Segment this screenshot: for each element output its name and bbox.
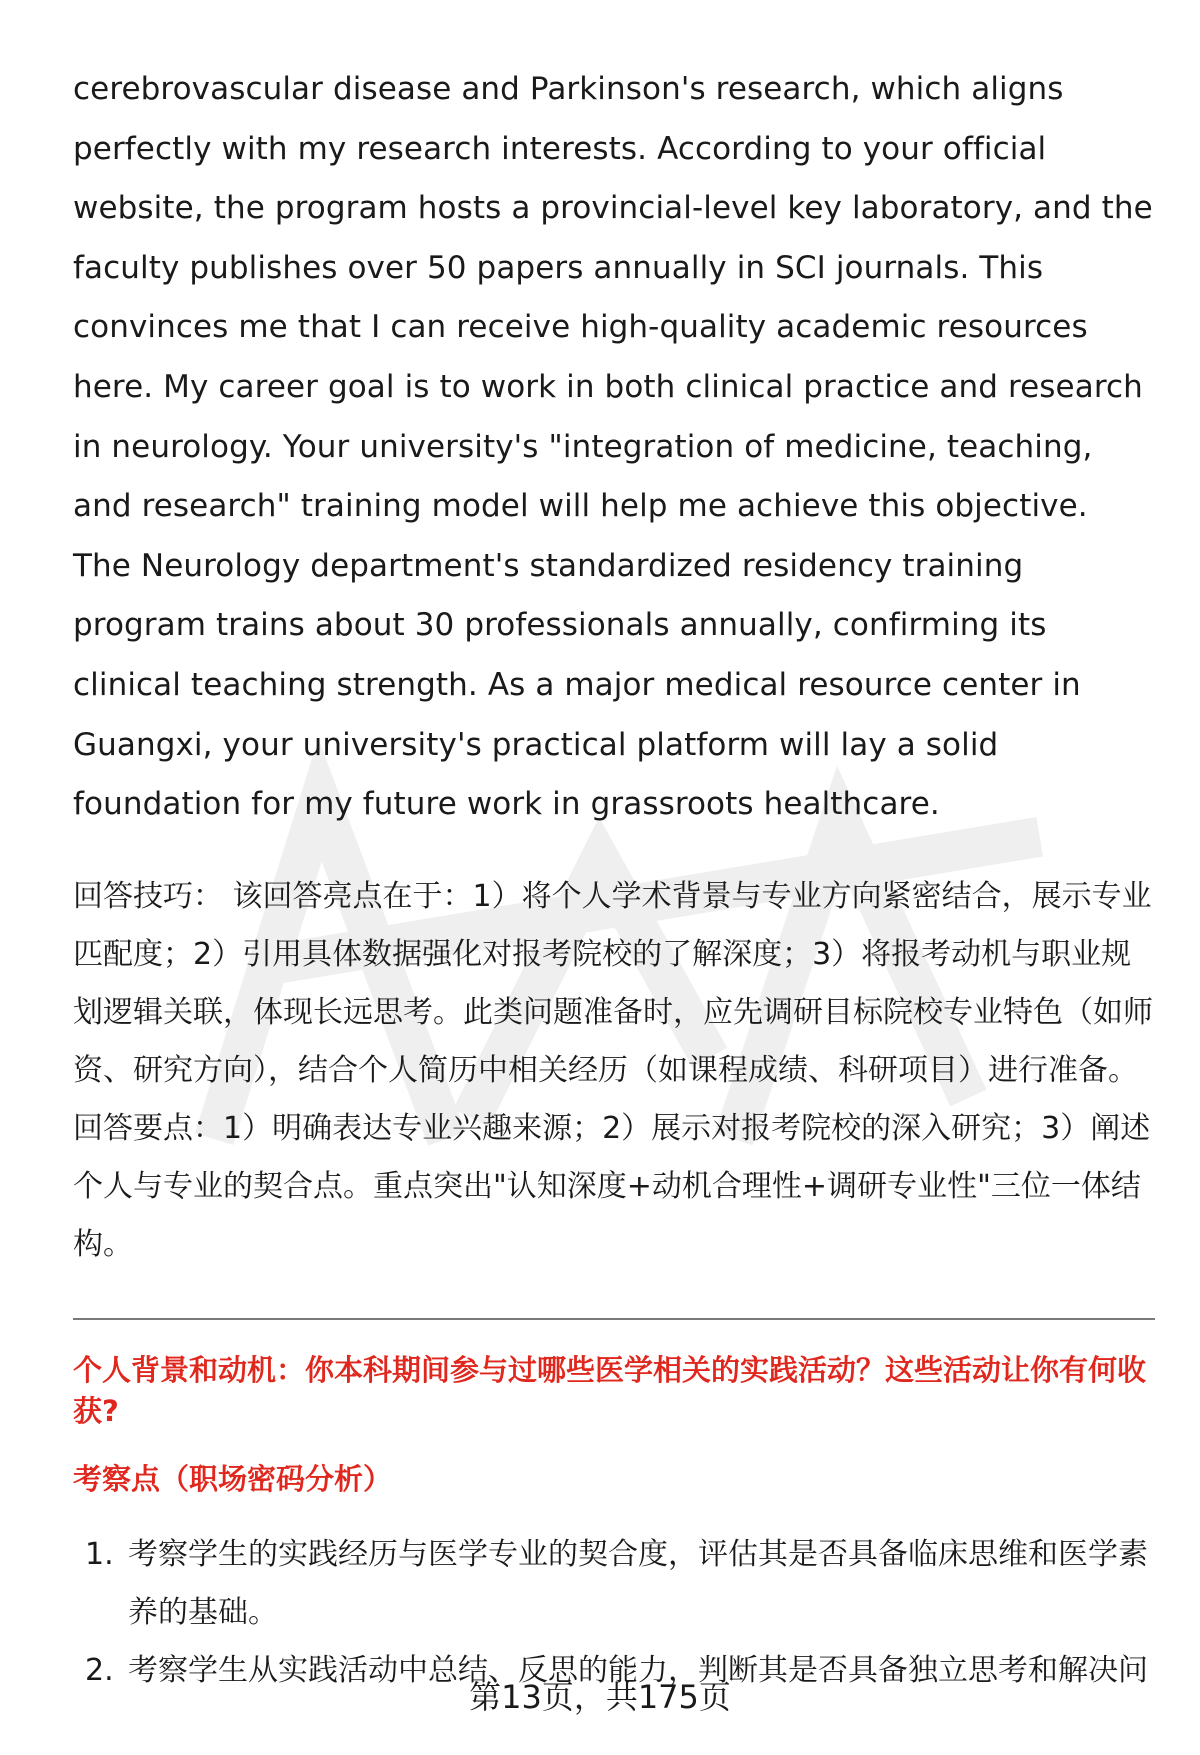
section-divider (73, 1318, 1155, 1320)
list-item-text: 考察学生从实践活动中总结、反思的能力，判断其是否具备独立思考和解决问 (128, 1652, 1148, 1688)
answer-tips-text: 回答技巧： 该回答亮点在于：1）将个人学术背景与专业方向紧密结合，展示专业匹配度；2）引用具体数据强化对报考院校的了解深度；3）将报考动机与职业规划逻辑关联，体现长远思考。此类问题准备时，应先调研目标院校专业特色（如师资、研究方向），结合个人简历中相关经历（如课程成绩、科研项目）进行准备。 (73, 878, 1153, 1088)
list-item-text: 考察学生的实践经历与医学专业的契合度，评估其是否具备临床思维和医学素养的基础。 (128, 1536, 1148, 1630)
assessment-points-list (73, 1526, 1153, 1700)
assessment-points-heading: 考察点（职场密码分析） (73, 1461, 393, 1496)
answer-analysis (73, 868, 1153, 1274)
list-item-number: 2. (85, 1652, 114, 1688)
page-number-footer: 第13页，共175页 (469, 1678, 731, 1716)
question-heading: 个人背景和动机：你本科期间参与过哪些医学相关的实践活动？这些活动让你有何收获? (73, 1352, 1147, 1428)
personal-statement-paragraph: cerebrovascular disease and Parkinson's research, which aligns perfectly with my research interests. According to your official website, the program hosts a provincial-level key laboratory, and the faculty publishes over 50 papers annually in SCI journals. This convinces me that I can receive high-quality academic resources here. My career goal is to work in both clinical practice and research in neurology. Your university's "integration of medicine, teaching, and research" training model will help me achieve this objective. The Neurology department's standardized residency training program trains about 30 professionals annually, confirming its clinical teaching strength. As a major medical resource center in Guangxi, your university's practical platform will lay a solid foundation for my future work in grassroots healthcare. (73, 71, 1153, 823)
document-page (73, 60, 1153, 1700)
list-item (73, 1526, 1153, 1642)
answer-points-text: 回答要点：1）明确表达专业兴趣来源；2）展示对报考院校的深入研究；3）阐述个人与专业的契合点。重点突出"认知深度+动机合理性+调研专业性"三位一体结构。 (73, 1110, 1151, 1262)
list-item-number: 1. (85, 1536, 114, 1572)
